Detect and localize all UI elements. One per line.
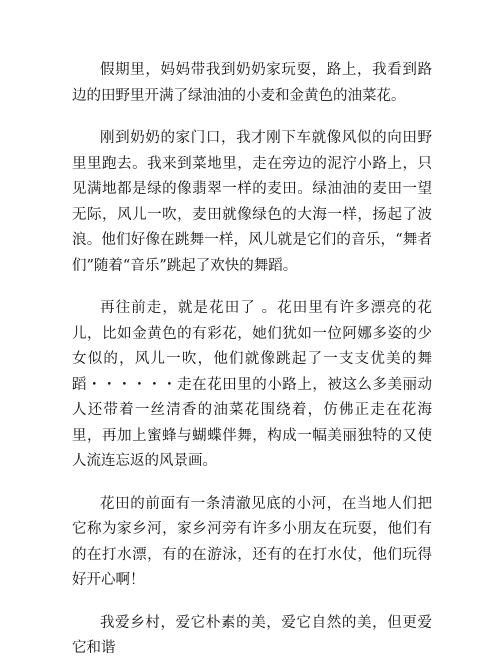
paragraph-4: 花田的前面有一条清澈见底的小河，在当地人们把它称为家乡河，家乡河旁有许多小朋友在玩耍，他们有的在打水漂，有的在游泳，还有的在打水仗，他们玩得好开心啊！ [72,495,432,588]
paragraph-1: 假期里，妈妈带我到奶奶家玩耍，路上，我看到路边的田野里开满了绿油油的小麦和金黄色的油菜花。 [72,62,432,104]
essay-body [72,58,432,662]
paragraph-3: 再往前走，就是花田了 。花田里有许多漂亮的花儿，比如金黄色的有彩花，她们犹如一位阿娜多姿的少女似的，风儿一吹，他们就像跳起了一支支优美的舞蹈・・・・・・走在花田里的小路上，被这么多美丽动人还带着一丝清香的油菜花围绕着，仿佛正走在花海里，再加上蜜蜂与蝴蝶伴舞，构成一幅美丽独特的又使人流连忘返的风景画。 [72,300,432,469]
paragraph-2: 刚到奶奶的家门口，我才刚下车就像风似的向田野里里跑去。我来到菜地里，走在旁边的泥泞小路上，只见满地都是绿的像翡翠一样的麦田。绿油油的麦田一望无际，风儿一吹，麦田就像绿色的大海一样，扬起了波浪。他们好像在跳舞一样，风儿就是它们的音乐，“舞者们”随着“音乐”跳起了欢快的舞蹈。 [72,130,432,274]
paragraph-5: 我爱乡村，爱它朴素的美，爱它自然的美，但更爱它和谐 [72,614,432,656]
